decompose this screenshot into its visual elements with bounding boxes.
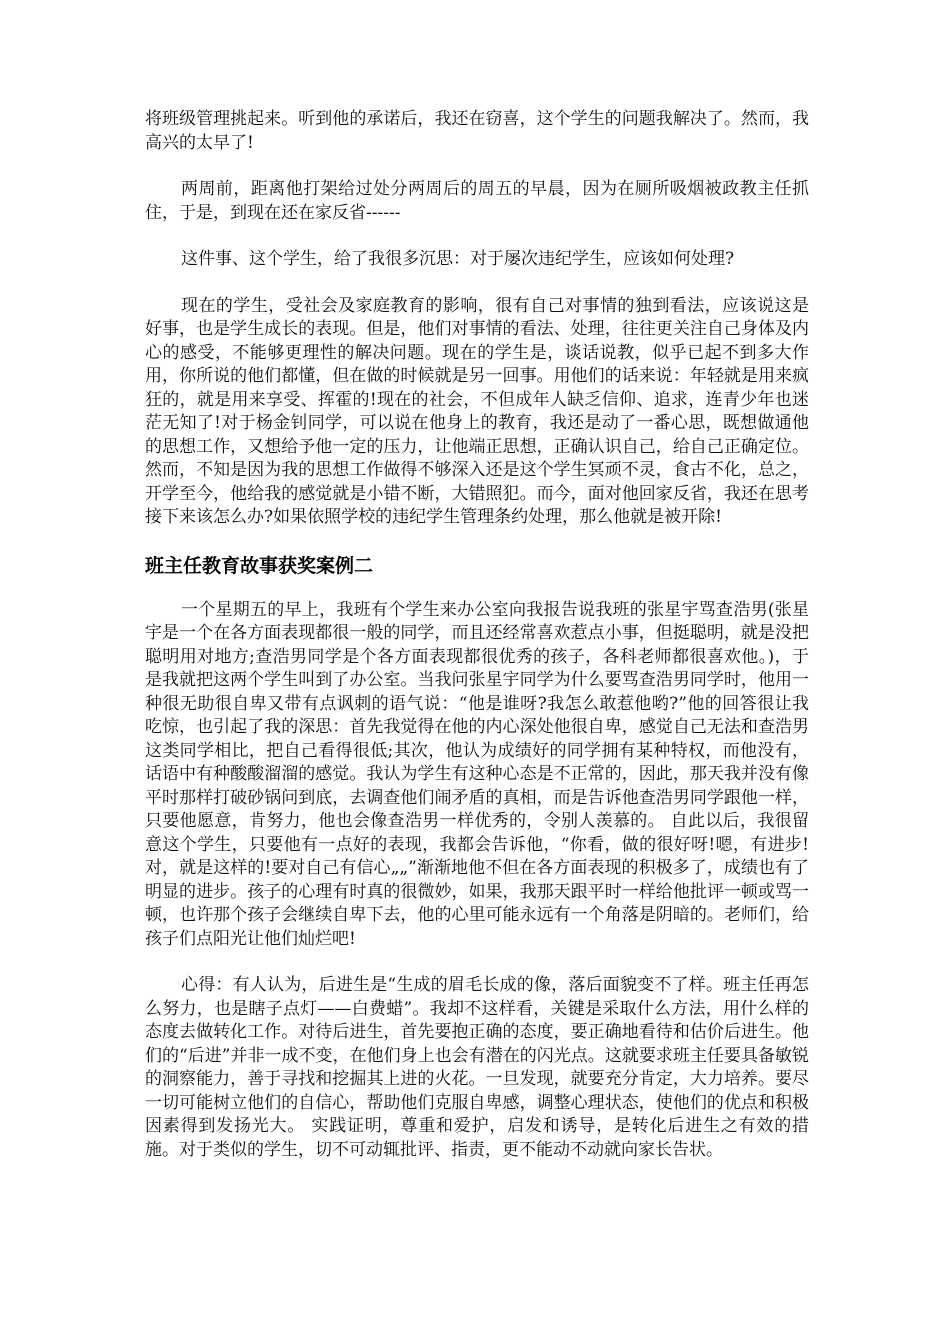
paragraph: 这件事、这个学生，给了我很多沉思：对于屡次违纪学生，应该如何处理?: [181, 249, 735, 269]
paragraph: 现在的学生，受社会及家庭教育的影响，很有自己对事情的独到看法，应该说这是好事，也是学生成长的表现。但是，他们对事情的看法、处理，往往更关注自己身体及内心的感受，不能够更理性的解决问题。现在的学生是，谈话说教，似乎已起不到多大作用，你所说的他们都懂，但在做的时候就是另一回事。用他们的话来说：年轻就是用来疯狂的，就是用来享受、挥霍的!现在的社会，不但成年人缺乏信仰、追求，连青少年也迷茫无知了!对于杨金钊同学，可以说在他身上的教育，我还是动了一番心思，既想做通他的思想工作，又想给予他一定的压力，让他端正思想，正确认识自己，给自己正确定位。然而，不知是因为我的思想工作做得不够深入还是这个学生冥顽不灵，食古不化，总之，开学至今，他给我的感觉就是小错不断，大错照犯。而今，面对他回家反省，我还在思考接下来该怎么办?如果依照学校的违纪学生管理条约处理，那么他就是被开除!: [145, 295, 809, 527]
paragraph: 将班级管理挑起来。听到他的承诺后，我还在窃喜，这个学生的问题我解决了。然而，我高兴的太早了!: [145, 109, 809, 153]
section-heading: 班主任教育故事获奖案例二: [145, 554, 374, 577]
paragraph: 两周前，距离他打架给过处分两周后的周五的早晨，因为在厕所吸烟被政教主任抓住，于是，到现在还在家反省------: [145, 179, 809, 223]
paragraph: 心得：有人认为，后进生是“生成的眉毛长成的像，落后面貌变不了样。班主任再怎么努力，也是瞎子点灯——白费蜡”。我却不这样看，关键是采取什么方法，用什么样的态度去做转化工作。对待后进生，首先要抱正确的态度，要正确地看待和估价后进生。他们的“后进”并非一成不变，在他们身上也会有潜在的闪光点。这就要求班主任要具备敏锐的洞察能力，善于寻找和挖掘其上进的火花。一旦发现，就要充分肯定，大力培养。要尽一切可能树立他们的自信心，帮助他们克服自卑感，调整心理状态，使他们的优点和积极因素得到发扬光大。 实践证明，尊重和爱护，启发和诱导，是转化后进生之有效的措施。对于类似的学生，切不可动辄批评、指责，更不能动不动就向家长告状。: [145, 975, 809, 1160]
document-page: [145, 108, 809, 1185]
paragraph: 一个星期五的早上，我班有个学生来办公室向我报告说我班的张星宇骂查浩男(张星宇是一个在各方面表现都很一般的同学，而且还经常喜欢惹点小事，但挺聪明，就是没把聪明用对地方;查浩男同学是个各方面表现都很优秀的孩子，各科老师都很喜欢他。)，于是我就把这两个学生叫到了办公室。当我问张星宇同学为什么要骂查浩男同学时，他用一种很无助很自卑又带有点讽刺的语气说：“他是谁呀?我怎么敢惹他哟?”他的回答很让我吃惊，也引起了我的深思：首先我觉得在他的内心深处他很自卑，感觉自己无法和查浩男这类同学相比，把自己看得很低;其次，他认为成绩好的同学拥有某种特权，而他没有，话语中有种酸酸溜溜的感觉。我认为学生有这种心态是不正常的，因此，那天我并没有像平时那样打破砂锅问到底，去调查他们闹矛盾的真相，而是告诉他查浩男同学跟他一样，只要他愿意，肯努力，他也会像查浩男一样优秀的，令别人羡慕的。 自此以后，我很留意这个学生，只要他有一点好的表现，我都会告诉他，“你看，做的很好呀!嗯，有进步!对，就是这样的!要对自己有信心„„”渐渐地他不但在各方面表现的积极多了，成绩也有了明显的进步。孩子的心理有时真的很微妙，如果，我那天跟平时一样给他批评一顿或骂一顿，也许那个孩子会继续自卑下去，他的心里可能永远有一个角落是阴暗的。老师们，给孩子们点阳光让他们灿烂吧!: [145, 599, 809, 949]
